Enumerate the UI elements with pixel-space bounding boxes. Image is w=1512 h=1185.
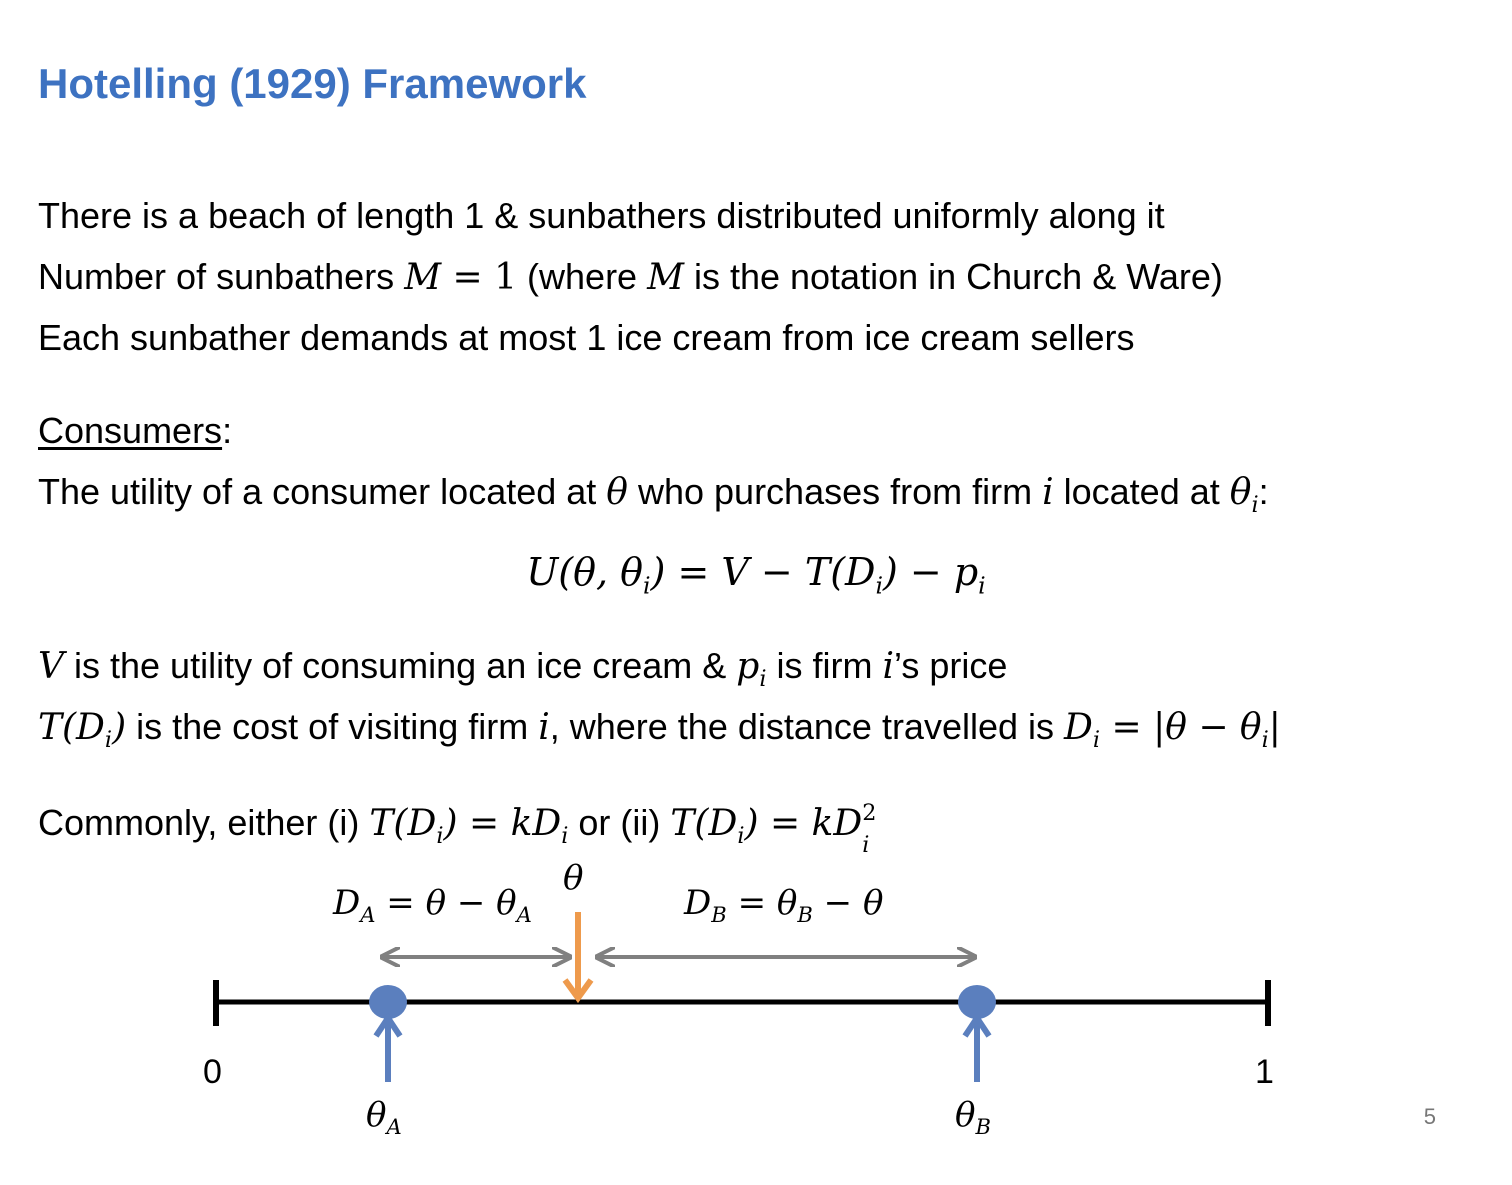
math-close: )	[112, 707, 127, 748]
theta-A-label	[366, 1095, 402, 1139]
math-linear: = kD	[457, 803, 562, 844]
consumers-text: located at	[1053, 471, 1230, 512]
math-sub-A: A	[360, 901, 376, 927]
intro-line-2-text: (where	[517, 256, 648, 297]
definition-text: is the utility of consuming an ice cream &	[64, 645, 737, 686]
math-sub-i: i	[875, 571, 884, 600]
math-DB-rest: = θ	[726, 883, 798, 923]
math-V: V	[38, 646, 64, 687]
consumers-heading	[38, 409, 232, 453]
equation-rhs: ) = V − T(D	[650, 550, 876, 594]
definition-text: is firm	[766, 645, 883, 686]
commonly-text: Commonly, either (i)	[38, 802, 370, 843]
distance-B-label	[684, 883, 884, 927]
math-T-open: T(D	[670, 803, 738, 844]
math-theta: θ	[606, 472, 628, 513]
math-theta-i: θ	[1229, 472, 1252, 513]
intro-line-1: There is a beach of length 1 & sunbathers distributed uniformly along it	[38, 195, 1165, 236]
math-sub-i: i	[759, 666, 767, 693]
intro-line-2-text: is the notation in Church & Ware)	[683, 256, 1223, 297]
math-sub-i: i	[1261, 727, 1269, 754]
math-sub-B: B	[711, 901, 727, 927]
math-T-open: T(D	[369, 803, 437, 844]
math-p: p	[736, 646, 760, 687]
math-DB-rest: − θ	[812, 883, 884, 923]
intro-line-3: Each sunbather demands at most 1 ice cream from ice cream sellers	[38, 317, 1135, 358]
math-sub-A: A	[386, 1113, 402, 1139]
math-D: D	[333, 883, 361, 923]
commonly-text: or (ii)	[568, 802, 671, 843]
commonly-line: Commonly, either (i) $T(D_i) = kD_i$ or (ii) $T(D_i)$ = kD 2 i	[38, 800, 877, 858]
definition-line-2	[38, 705, 1281, 754]
math-M: M	[647, 257, 684, 298]
theta-B-label	[955, 1095, 991, 1139]
equation-rhs: ) − p	[883, 550, 979, 594]
math-quadratic: = kD	[758, 803, 863, 844]
math-sub-i: i	[1251, 492, 1259, 519]
math-distance: = |θ − θ	[1100, 707, 1262, 748]
math-i: i	[538, 707, 550, 748]
math-close: )	[443, 803, 458, 844]
math-i: i	[1042, 472, 1054, 513]
math-sub-i: i	[104, 727, 113, 754]
colon: :	[222, 410, 233, 451]
consumer-theta-label: θ	[563, 858, 584, 898]
definition-line-1	[38, 644, 1008, 693]
math-sub-i: i	[436, 823, 444, 850]
math-sub-B: B	[975, 1113, 991, 1139]
consumers-text: The utility of a consumer located at	[38, 471, 607, 512]
distance-A-label	[333, 883, 532, 927]
math-DA-rest: = θ − θ	[375, 883, 517, 923]
consumers-text: who purchases from firm	[627, 471, 1043, 512]
math-sub-i: i	[1092, 727, 1101, 754]
math-D: D	[1064, 707, 1093, 748]
math-M: M	[404, 257, 442, 298]
consumers-heading-text: Consumers	[38, 410, 223, 451]
math-close: )	[744, 803, 759, 844]
colon: :	[1258, 471, 1269, 512]
definition-text: , where the distance travelled is	[549, 706, 1065, 747]
equation-lhs: U(θ, θ	[526, 550, 644, 594]
axis-label-zero: 0	[203, 1053, 222, 1091]
math-sub-A: A	[516, 901, 532, 927]
math-equals-one: = 1	[441, 257, 518, 298]
utility-equation	[0, 550, 1512, 600]
math-theta: θ	[955, 1095, 976, 1135]
definition-text: is the cost of visiting firm	[126, 706, 539, 747]
axis-label-one: 1	[1255, 1053, 1274, 1091]
math-sub-i: i	[643, 571, 651, 600]
intro-line-2	[38, 255, 1223, 300]
intro-line-2-text: Number of sunbathers	[38, 256, 405, 297]
beach-diagram	[0, 850, 1512, 1180]
math-sub-i: i	[561, 823, 569, 850]
slide-title: Hotelling (1929) Framework	[38, 60, 587, 107]
consumers-line	[38, 470, 1269, 519]
math-sub-B: B	[797, 901, 813, 927]
math-theta: θ	[366, 1095, 387, 1135]
math-D: D	[684, 883, 712, 923]
math-sub-i: i	[737, 823, 745, 850]
page-number: 5	[1423, 1104, 1436, 1129]
math-abs-close: |	[1268, 707, 1281, 748]
math-T-open: T(D	[38, 707, 105, 748]
math-i: i	[882, 646, 894, 687]
definition-text: ’s price	[893, 645, 1008, 686]
math-sub-i: i	[978, 571, 986, 600]
